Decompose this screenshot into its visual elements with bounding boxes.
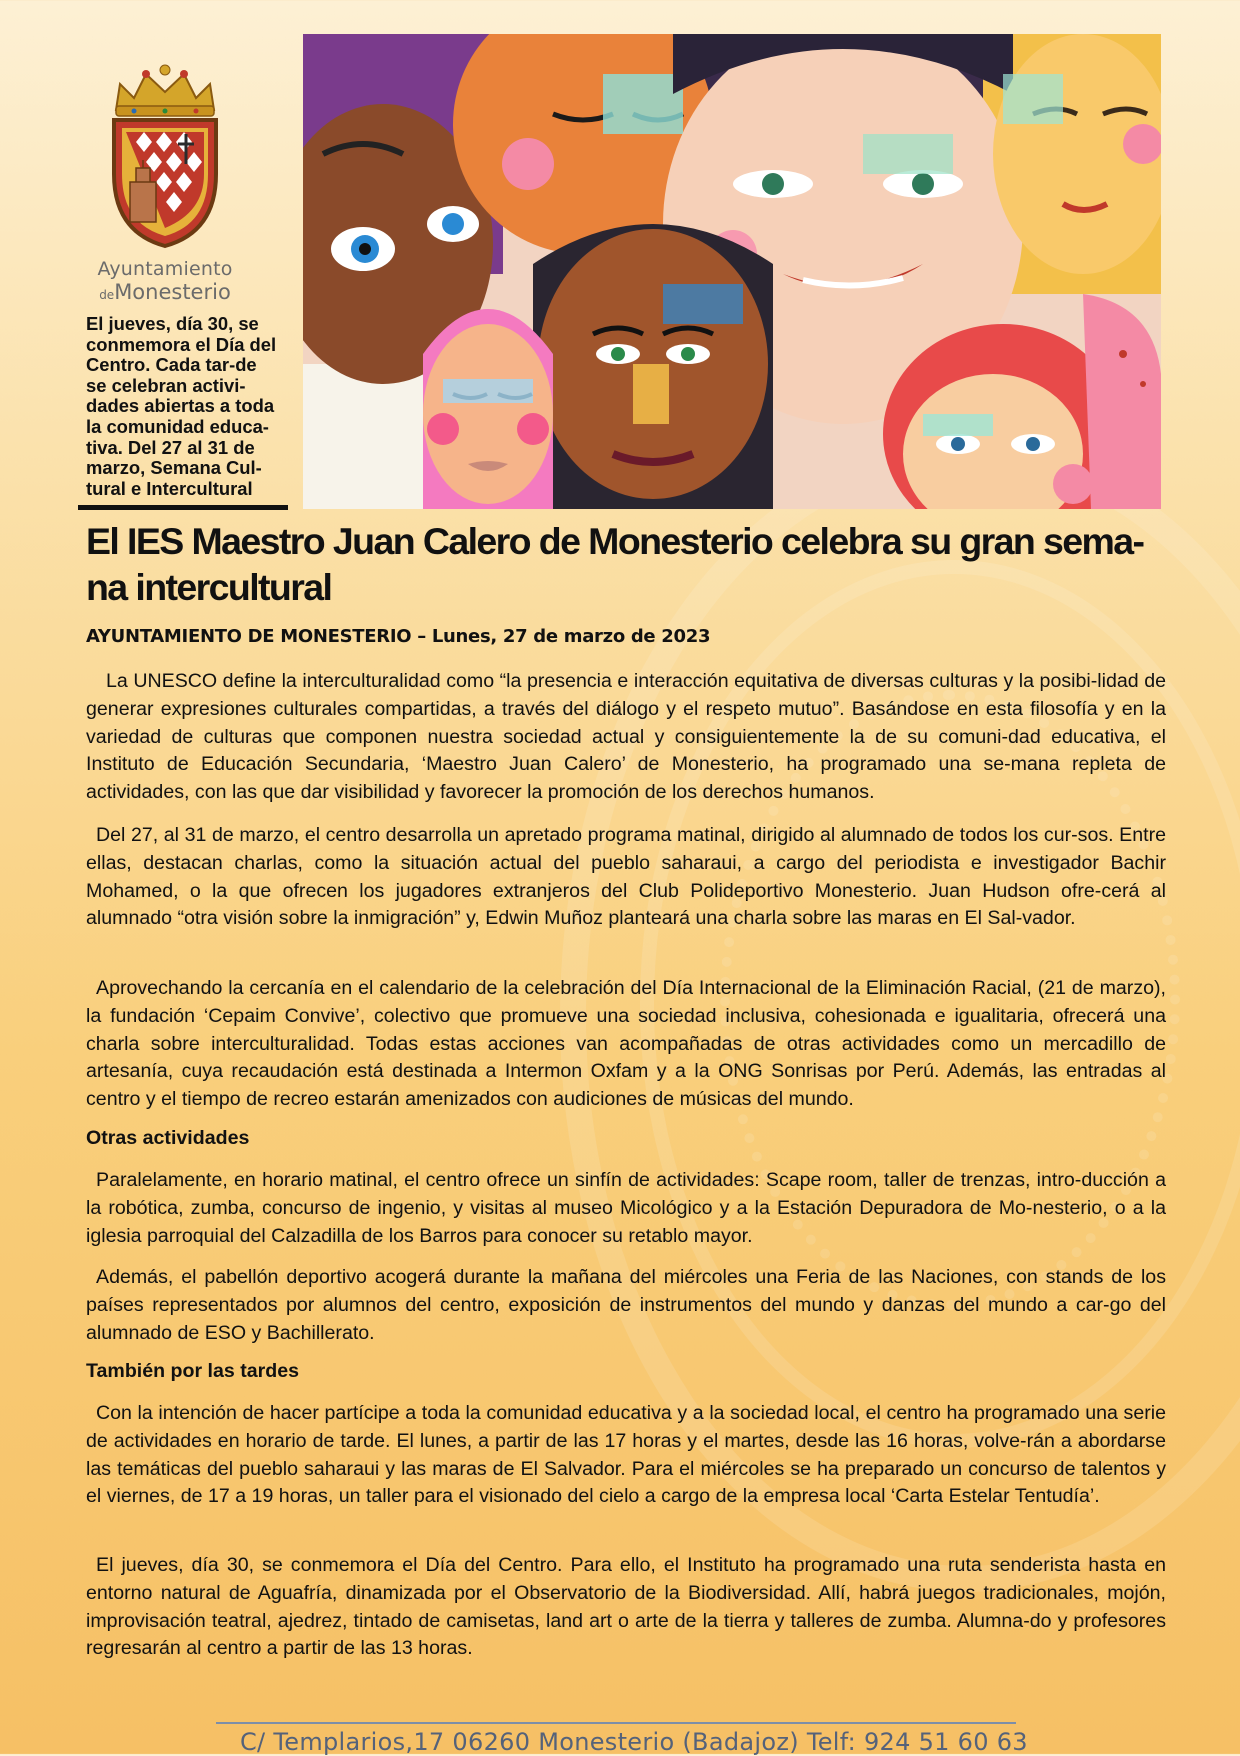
article-paragraph-7: El jueves, día 30, se conmemora el Día del Centro. Para ello, el Instituto ha programado una ruta senderista hasta en entorno natural de Aguafría, dinamizada por el Observatorio de la Biodiversidad. Allí, habrá juegos tradicionales, mojón, improvisación teatral, ajedrez, tintado de camisetas, land art o arte de la tierra y talleres de zumba. Alumna-do y profesores regresarán al centro a partir de las 13 horas. (86, 1554, 1166, 1660)
coat-of-arms-icon (86, 62, 244, 252)
footer-divider (216, 1722, 1016, 1724)
multicultural-faces-image (303, 34, 1161, 509)
municipal-logo (86, 62, 244, 302)
article-paragraph-3: Aprovechando la cercanía en el calendario de la celebración del Día Internacional de la Eliminación Racial, (21 de marzo), la fundación ‘Cepaim Convive’, colectivo que promueve una sociedad inclusiva, cohesionada e igualitaria, ofrecerá una charla sobre interculturalidad. Todas estas acciones van acompañadas de otras actividades como un mercadillo de artesanía, cuya recaudación está destinada a Intermon Oxfam y a la ONG Sonrisas por Perú. Además, las entradas al centro y el tiempo de recreo estarán amenizados con audiciones de músicas del mundo. (86, 977, 1166, 1111)
article-paragraph-6: Con la intención de hacer partícipe a toda la comunidad educativa y a la sociedad local, el centro ha programado una serie de actividades en horario de tarde. El lunes, a partir de las 17 horas y el martes, desde las 16 horas, volve-rán a abordarse las temáticas del pueblo saharaui y las maras de El Salvador. Para el miércoles se ha preparado un concurso de talentos y el viernes, de 17 a 19 horas, un taller para el visionado del cielo a cargo de la empresa local ‘Carta Estelar Tentudía’. (86, 1402, 1166, 1508)
logo-monesterio: Monesterio (114, 280, 231, 304)
logo-de: de (99, 288, 115, 302)
article-paragraph-5: Además, el pabellón deportivo acogerá durante la mañana del miércoles una Feria de las Naciones, con stands de los países representados por alumnos del centro, exposición de instrumentos del mundo y danzas del mundo a car-go del alumnado de ESO y Bachillerato. (86, 1266, 1166, 1344)
article-paragraph-1: La UNESCO define la interculturalidad como “la presencia e interacción equitativa de diversas culturas y la posibi-lidad de generar expresiones culturales compartidas, a través del diálogo y el respeto mutuo”. Basándose en esta filosofía y en la variedad de culturas que componen nuestra sociedad actual y consiguientemente la de su comuni-dad educativa, el Instituto de Educación Secundaria, ‘Maestro Juan Calero’ de Monesterio, ha programado una se-mana repleta de actividades, con las que dar visibilidad y favorecer la promoción de los derechos humanos. (86, 670, 1166, 804)
section-heading-tardes: También por las tardes (86, 1360, 300, 1382)
hero-illustration (303, 34, 1161, 509)
article-byline: AYUNTAMIENTO DE MONESTERIO – Lunes, 27 de marzo de 2023 (86, 626, 711, 647)
logo-line-monesterio (86, 280, 244, 304)
logo-line-ayuntamiento: Ayuntamiento (97, 258, 233, 280)
section-heading-otras-actividades: Otras actividades (86, 1127, 250, 1149)
article-paragraph-2: Del 27, al 31 de marzo, el centro desarrolla un apretado programa matinal, dirigido al alumnado de todos los cur-sos. Entre ellas, destacan charlas, como la situación actual del pueblo saharaui, a cargo del periodista e investigador Bachir Mohamed, o la que ofrecen los jugadores extranjeros del Club Polideportivo Monesterio. Juan Hudson ofre-cerá al alumnado “otra visión sobre la inmigración” y, Edwin Muñoz planteará una charla sobre las maras en El Sal-vador. (86, 824, 1166, 930)
blurb-divider (78, 505, 288, 510)
article-paragraph-4: Paralelamente, en horario matinal, el centro ofrece un sinfín de actividades: Scape room, taller de trenzas, intro-ducción a la robótica, zumba, concurso de ingenio, y visitas al museo Micológico y a la Estación Depuradora de Mo-nesterio, o a la iglesia parroquial del Calzadilla de los Barros para conocer su retablo mayor. (86, 1169, 1166, 1247)
footer-address: C/ Templarios,17 06260 Monesterio (Badajoz) Telf: 924 51 60 63 (240, 1728, 1028, 1756)
sidebar-blurb: El jueves, día 30, se conmemora el Día del Centro. Cada tar-de se celebran activi-dades abiertas a toda la comunidad educa-tiva. Del 27 al 31 de marzo, Semana Cul-tural e Intercultural (86, 313, 277, 499)
article-headline: El IES Maestro Juan Calero de Monesterio celebra su gran sema-na intercultural (86, 520, 1144, 608)
